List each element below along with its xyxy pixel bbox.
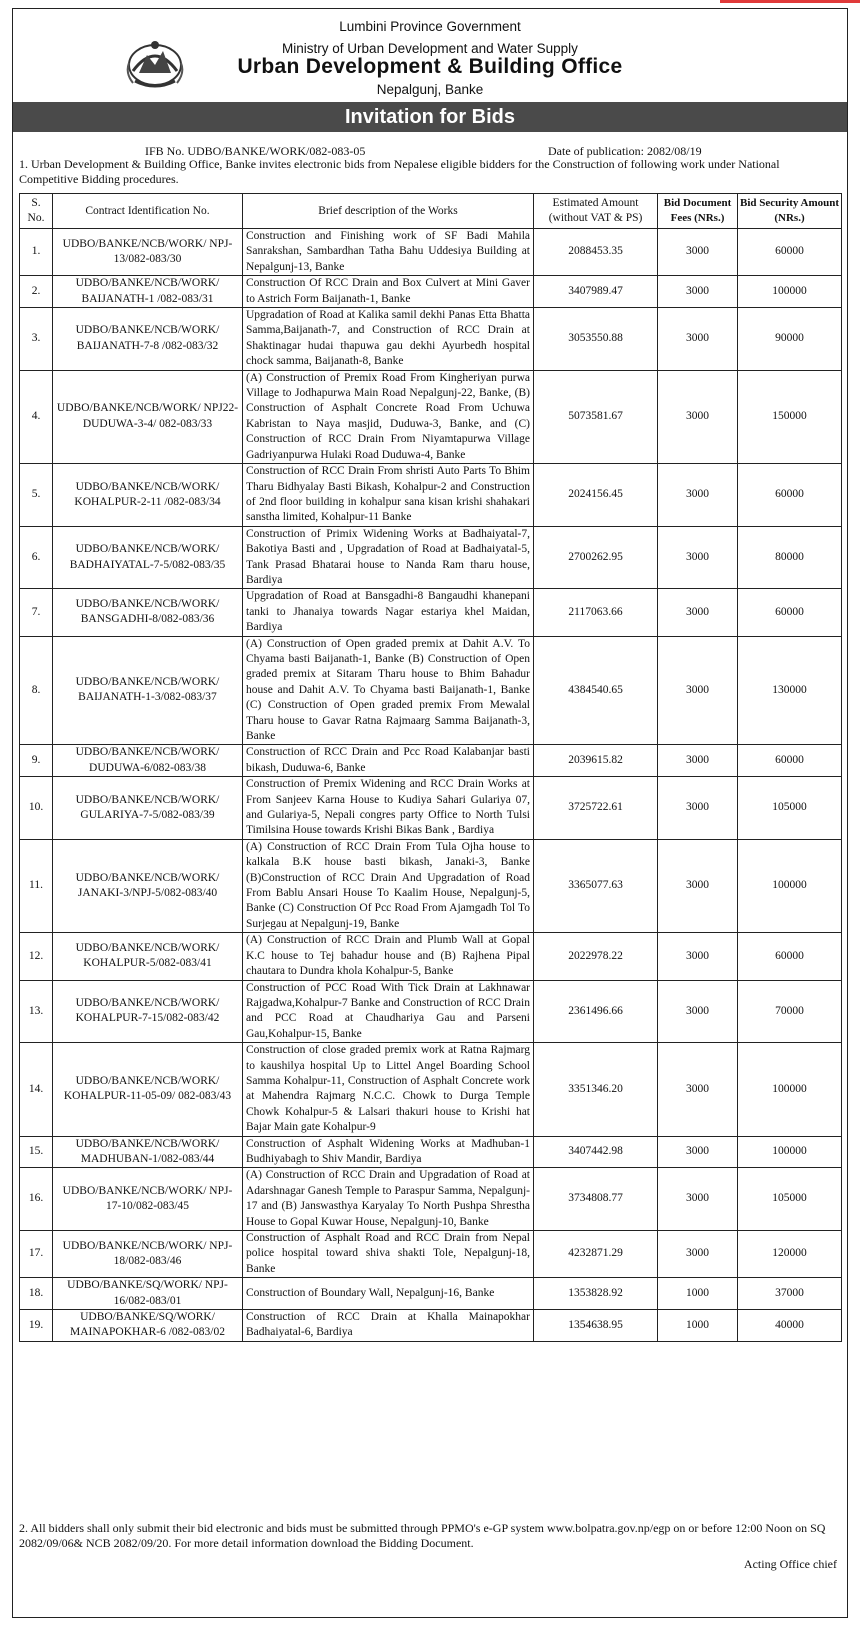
row-description: Construction of Premix Widening and RCC Drain Works at From Sanjeev Karna House to Kudiya Sahari Gulariya 07, and Gulariya-5, Nepali congres party Office to North Tulsi Timilsina House towards Krishi Bikas Bank , Bardiya: [243, 777, 534, 840]
row-sn: 3.: [20, 308, 53, 371]
header-description: Brief description of the Works: [243, 194, 534, 229]
row-contract-id: UDBO/BANKE/NCB/WORK/ BAIJANATH-1-3/082-083/37: [53, 636, 243, 745]
table-row: [20, 370, 842, 463]
row-sn: 7.: [20, 589, 53, 636]
row-contract-id: UDBO/BANKE/NCB/WORK/ KOHALPUR-7-15/082-083/42: [53, 980, 243, 1043]
row-sn: 17.: [20, 1231, 53, 1278]
notice-title: Invitation for Bids: [13, 102, 847, 132]
row-contract-id: UDBO/BANKE/NCB/WORK/ JANAKI-3/NPJ-5/082-083/40: [53, 839, 243, 932]
row-amount: 2117063.66: [534, 589, 658, 636]
row-fee: 3000: [658, 1136, 738, 1168]
row-contract-id: UDBO/BANKE/NCB/WORK/ NPJ-13/082-083/30: [53, 229, 243, 276]
row-fee: 3000: [658, 464, 738, 527]
header-amount: Estimated Amount (without VAT & PS): [534, 194, 658, 229]
row-sn: 1.: [20, 229, 53, 276]
row-sn: 13.: [20, 980, 53, 1043]
row-amount: 3734808.77: [534, 1168, 658, 1231]
row-security: 60000: [738, 229, 842, 276]
row-security: 90000: [738, 308, 842, 371]
row-fee: 3000: [658, 276, 738, 308]
row-fee: 1000: [658, 1310, 738, 1342]
row-description: Construction of Asphalt Widening Works at Madhuban-1 Budhiyabagh to Shiv Mandir, Bardiya: [243, 1136, 534, 1168]
table-row: [20, 1310, 842, 1342]
row-description: (A) Construction of RCC Drain and Upgradation of Road at Adarshnagar Ganesh Temple to Paraspur Samma, Nepalgunj-17 and (B) Janswasthya Karyalay To North Pushpa Shrestha House to Gopal Kuwar House, Nepalgunj-10, Banke: [243, 1168, 534, 1231]
row-fee: 3000: [658, 229, 738, 276]
row-description: Construction of Primix Widening Works at Badhaiyatal-7, Bakotiya Basti and , Upgradation of Road at Badhaiyatal-5, Tank Prasad Bhatarai house to Nanda Ram tharu house, Bardiya: [243, 526, 534, 589]
row-amount: 1353828.92: [534, 1278, 658, 1310]
office-name: Urban Development & Building Office: [237, 55, 623, 78]
row-amount: 2088453.35: [534, 229, 658, 276]
table-row: [20, 636, 842, 745]
row-amount: 3365077.63: [534, 839, 658, 932]
row-sn: 12.: [20, 933, 53, 980]
row-contract-id: UDBO/BANKE/NCB/WORK/ BAIJANATH-1 /082-083/31: [53, 276, 243, 308]
row-security: 80000: [738, 526, 842, 589]
row-fee: 3000: [658, 777, 738, 840]
row-fee: 3000: [658, 839, 738, 932]
row-security: 100000: [738, 276, 842, 308]
row-contract-id: UDBO/BANKE/NCB/WORK/ GULARIYA-7-5/082-083/39: [53, 777, 243, 840]
row-sn: 5.: [20, 464, 53, 527]
table-header-row: [20, 194, 842, 229]
row-description: (A) Construction of RCC Drain From Tula Ojha house to kalkala B.K house basti bikash, Janaki-3, Banke (B)Construction of RCC Drain And Upgradation of Road From Bablu Ansari House To Kaalim House, Nepalgunj-5, Banke (C) Construction Of Pcc Road From Ajamgadh Tol To Surjegau at Nepalgunj-19, Banke: [243, 839, 534, 932]
table-row: [20, 276, 842, 308]
row-fee: 3000: [658, 933, 738, 980]
row-fee: 3000: [658, 745, 738, 777]
row-fee: 3000: [658, 1168, 738, 1231]
notice-header: [13, 9, 847, 101]
row-security: 60000: [738, 933, 842, 980]
row-description: Construction of RCC Drain From shristi Auto Parts To Bhim Tharu Bidhyalay Basti Bikash, Kohalpur-2 and Construction of 2nd floor building in kohalpur sana kisan krishi shahakari sanstha limited, Kohalpur-11 Banke: [243, 464, 534, 527]
row-description: Construction of RCC Drain and Pcc Road Kalabanjar basti bikash, Duduwa-6, Banke: [243, 745, 534, 777]
top-accent-bar: [720, 0, 860, 3]
row-amount: 4232871.29: [534, 1231, 658, 1278]
row-contract-id: UDBO/BANKE/NCB/WORK/ KOHALPUR-2-11 /082-083/34: [53, 464, 243, 527]
row-security: 60000: [738, 589, 842, 636]
row-fee: 3000: [658, 636, 738, 745]
row-amount: 3725722.61: [534, 777, 658, 840]
ministry-name: Ministry of Urban Development and Water Supply: [282, 41, 578, 56]
row-amount: 2700262.95: [534, 526, 658, 589]
row-security: 105000: [738, 777, 842, 840]
row-security: 100000: [738, 1043, 842, 1136]
row-amount: 2022978.22: [534, 933, 658, 980]
row-sn: 9.: [20, 745, 53, 777]
office-location: Nepalgunj, Banke: [376, 82, 484, 97]
row-sn: 16.: [20, 1168, 53, 1231]
row-security: 60000: [738, 745, 842, 777]
row-security: 70000: [738, 980, 842, 1043]
row-description: Construction of Boundary Wall, Nepalgunj-16, Banke: [243, 1278, 534, 1310]
row-description: Construction of PCC Road With Tick Drain at Lakhnawar Rajgadwa,Kohalpur-7 Banke and Construction of RCC Drain and PCC Road at Chaudhariya Gau and Parseni Gau,Kohalpur-15, Banke: [243, 980, 534, 1043]
row-contract-id: UDBO/BANKE/NCB/WORK/ BADHAIYATAL-7-5/082-083/35: [53, 526, 243, 589]
row-fee: 1000: [658, 1278, 738, 1310]
table-row: [20, 1231, 842, 1278]
row-description: (A) Construction of Premix Road From Kingheriyan purwa Village to Jodhapurwa Main Road Nepalgunj-22, Banke, (B) Construction of Asphalt Concrete Road From Uchuwa Kabristan to Naya masjid, Duduwa-3, Banke, and (C) Construction of RCC Drain From Niyamtapurwa Village Gadriyanpurwa Hulaki Road Duduwa-4, Banke: [243, 370, 534, 463]
ifb-number: IFB No. UDBO/BANKE/WORK/082-083-05: [145, 144, 366, 158]
submission-note: 2. All bidders shall only submit their bid electronic and bids must be submitted through PPMO's e-GP system www.bolpatra.gov.np/egp on or before 12:00 Noon on SQ 2082/09/06& NCB 2082/09/20. For more detail information download the Bidding Document.: [19, 1521, 826, 1550]
row-amount: 3351346.20: [534, 1043, 658, 1136]
row-amount: 2361496.66: [534, 980, 658, 1043]
row-amount: 3407989.47: [534, 276, 658, 308]
row-contract-id: UDBO/BANKE/NCB/WORK/ DUDUWA-6/082-083/38: [53, 745, 243, 777]
row-description: Upgradation of Road at Bansgadhi-8 Bangaudhi khanepani tanki to Jhanaiya towards Nagar estariya khel Maidan, Bardiya: [243, 589, 534, 636]
row-fee: 3000: [658, 589, 738, 636]
table-row: [20, 777, 842, 840]
row-contract-id: UDBO/BANKE/NCB/WORK/ MADHUBAN-1/082-083/44: [53, 1136, 243, 1168]
row-contract-id: UDBO/BANKE/NCB/WORK/ BANSGADHI-8/082-083/36: [53, 589, 243, 636]
row-fee: 3000: [658, 526, 738, 589]
table-row: [20, 308, 842, 371]
row-description: Construction of Asphalt Road and RCC Drain from Nepal police hospital toward shiva shakti Tole, Nepalgunj-18, Banke: [243, 1231, 534, 1278]
row-contract-id: UDBO/BANKE/NCB/WORK/ NPJ22-DUDUWA-3-4/ 082-083/33: [53, 370, 243, 463]
row-sn: 8.: [20, 636, 53, 745]
row-amount: 5073581.67: [534, 370, 658, 463]
row-amount: 2039615.82: [534, 745, 658, 777]
header-contract: Contract Identification No.: [53, 194, 243, 229]
row-amount: 2024156.45: [534, 464, 658, 527]
table-row: [20, 1168, 842, 1231]
bids-table: [19, 193, 842, 1342]
row-description: (A) Construction of RCC Drain and Plumb Wall at Gopal K.C house to Tej bahadur house and (B) Rajhena Pipal chautara to Dundra khola Kohalpur-5, Banke: [243, 933, 534, 980]
table-row: [20, 933, 842, 980]
table-row: [20, 229, 842, 276]
row-security: 37000: [738, 1278, 842, 1310]
row-contract-id: UDBO/BANKE/NCB/WORK/ NPJ-17-10/082-083/45: [53, 1168, 243, 1231]
row-security: 100000: [738, 839, 842, 932]
table-row: [20, 526, 842, 589]
row-fee: 3000: [658, 308, 738, 371]
header-security: Bid Security Amount (NRs.): [738, 194, 842, 229]
row-contract-id: UDBO/BANKE/SQ/WORK/ MAINAPOKHAR-6 /082-083/02: [53, 1310, 243, 1342]
row-security: 40000: [738, 1310, 842, 1342]
row-security: 100000: [738, 1136, 842, 1168]
table-row: [20, 1136, 842, 1168]
row-description: (A) Construction of Open graded premix at Dahit A.V. To Chyama basti Baijanath-1, Banke (B) Construction of Open graded premix at Sitaram Tharu house to Bhim Bahadur house and Dahit A.V. To Chyama basti Baijanath-1, Banke (C) Construction of Open graded premix From Mewalal Tharu house to Gavar Ratna Rajmaarg Samma Baijanath-3, Banke: [243, 636, 534, 745]
header-sn: S. No.: [20, 194, 53, 229]
row-amount: 3053550.88: [534, 308, 658, 371]
table-row: [20, 589, 842, 636]
row-sn: 18.: [20, 1278, 53, 1310]
table-row: [20, 1278, 842, 1310]
row-sn: 10.: [20, 777, 53, 840]
row-contract-id: UDBO/BANKE/NCB/WORK/ KOHALPUR-5/082-083/41: [53, 933, 243, 980]
row-description: Construction and Finishing work of SF Badi Mahila Sanrakshan, Sambardhan Tatha Bahu Uddesiya Building at Nepalgunj-13, Banke: [243, 229, 534, 276]
row-sn: 15.: [20, 1136, 53, 1168]
row-sn: 14.: [20, 1043, 53, 1136]
row-description: Construction Of RCC Drain and Box Culvert at Mini Gaver to Astrich Form Baijanath-1, Banke: [243, 276, 534, 308]
row-security: 120000: [738, 1231, 842, 1278]
row-sn: 19.: [20, 1310, 53, 1342]
header-fee: Bid Document Fees (NRs.): [658, 194, 738, 229]
publication-date: Date of publication: 2082/08/19: [548, 144, 702, 158]
row-contract-id: UDBO/BANKE/NCB/WORK/ NPJ-18/082-083/46: [53, 1231, 243, 1278]
table-row: [20, 745, 842, 777]
row-sn: 2.: [20, 276, 53, 308]
row-fee: 3000: [658, 1043, 738, 1136]
table-row: [20, 980, 842, 1043]
intro-paragraph: 1. Urban Development & Building Office, Banke invites electronic bids from Nepalese eligible bidders for the Construction of following work under National Competitive Bidding procedures.: [19, 157, 780, 186]
row-sn: 4.: [20, 370, 53, 463]
province-name: Lumbini Province Government: [339, 19, 521, 34]
table-row: [20, 464, 842, 527]
row-sn: 6.: [20, 526, 53, 589]
row-description: Construction of RCC Drain at Khalla Mainapokhar Badhaiyatal-6, Bardiya: [243, 1310, 534, 1342]
row-amount: 4384540.65: [534, 636, 658, 745]
table-row: [20, 1043, 842, 1136]
signature: Acting Office chief: [743, 1557, 837, 1571]
table-row: [20, 839, 842, 932]
row-fee: 3000: [658, 980, 738, 1043]
row-amount: 3407442.98: [534, 1136, 658, 1168]
row-contract-id: UDBO/BANKE/NCB/WORK/ KOHALPUR-11-05-09/ 082-083/43: [53, 1043, 243, 1136]
row-contract-id: UDBO/BANKE/SQ/WORK/ NPJ-16/082-083/01: [53, 1278, 243, 1310]
row-description: Construction of close graded premix work at Ratna Rajmarg to kaushilya hospital Up to Littel Angel Boarding School Samma Kohalpur-11, Construction of Asphalt Concrete work at Mahendra Rajmarg N.C.C. Chowk to Durga Temple Chowk Kohalpur-5 & Lalsari thakuri house to Krishi hat Bajar Main gate Kohalpur-9: [243, 1043, 534, 1136]
row-security: 130000: [738, 636, 842, 745]
row-fee: 3000: [658, 1231, 738, 1278]
row-contract-id: UDBO/BANKE/NCB/WORK/ BAIJANATH-7-8 /082-083/32: [53, 308, 243, 371]
row-description: Upgradation of Road at Kalika samil dekhi Panas Etta Bhatta Samma,Baijanath-7, and Construction of RCC Drain at Shaktinagar hudai thapuwa gau dekhi Ayurbedh hospital chock samma, Baijanath-8, Banke: [243, 308, 534, 371]
notice-page: [12, 8, 848, 1618]
row-security: 150000: [738, 370, 842, 463]
row-fee: 3000: [658, 370, 738, 463]
row-security: 105000: [738, 1168, 842, 1231]
row-amount: 1354638.95: [534, 1310, 658, 1342]
row-sn: 11.: [20, 839, 53, 932]
row-security: 60000: [738, 464, 842, 527]
